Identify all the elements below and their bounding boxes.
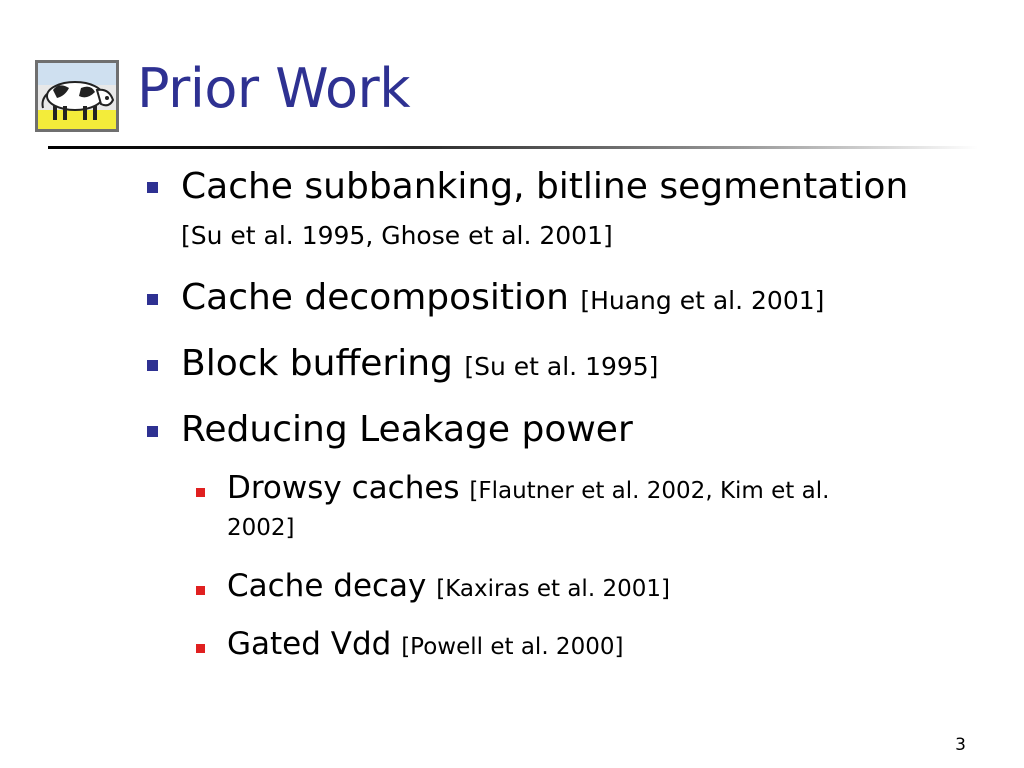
sub-bullet-text: Cache decay: [227, 568, 427, 604]
sub-list-item: [227, 623, 623, 668]
bullet-text: Cache subbanking, bitline segmentation: [181, 166, 909, 207]
citation: [Su et al. 1995]: [464, 352, 659, 381]
citation: [Huang et al. 2001]: [580, 286, 825, 315]
bullet-marker-icon: [147, 360, 158, 371]
slide-title: Prior Work: [137, 57, 410, 120]
sub-bullet-marker-icon: [196, 644, 205, 653]
sub-list-item: [227, 565, 670, 610]
citation: [Su et al. 1995, Ghose et al. 2001]: [181, 221, 613, 250]
list-item: [181, 342, 658, 389]
citation: [Kaxiras et al. 2001]: [436, 576, 670, 602]
sub-bullet-text: Gated Vdd: [227, 626, 392, 662]
sub-bullet-text: Drowsy caches: [227, 470, 460, 506]
sub-bullet-marker-icon: [196, 488, 205, 497]
bullet-marker-icon: [147, 294, 158, 305]
sub-bullet-marker-icon: [196, 586, 205, 595]
list-item: [181, 276, 824, 323]
citation: [Powell et al. 2000]: [401, 634, 624, 660]
bullet-marker-icon: [147, 182, 158, 193]
bullet-marker-icon: [147, 426, 158, 437]
sub-list-item: [227, 467, 829, 512]
page-number: 3: [955, 735, 966, 755]
bullet-text: Block buffering: [181, 343, 453, 384]
citation: [Flautner et al. 2002, Kim et al.: [469, 478, 830, 504]
bullet-text: Reducing Leakage power: [181, 409, 633, 450]
bullet-text: Cache decomposition: [181, 277, 569, 318]
list-item: [181, 408, 633, 452]
list-item: [181, 165, 908, 209]
citation-continuation: 2002]: [227, 515, 295, 541]
